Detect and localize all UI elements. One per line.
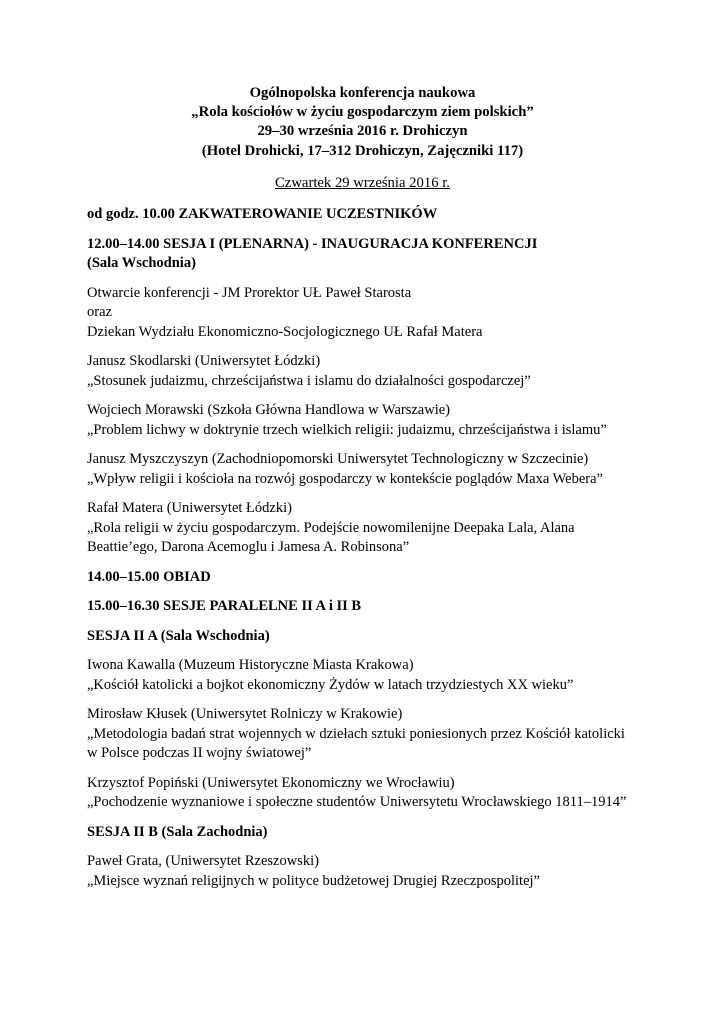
accommodation-item: od godz. 10.00 ZAKWATEROWANIE UCZESTNIKÓW <box>87 206 438 222</box>
session-2a-heading: SESJA II A (Sala Wschodnia) <box>87 627 270 644</box>
talk-author: Janusz Myszczyszyn (Zachodniopomorski Uniwersytet Technologiczny w Szczecinie) <box>87 451 589 467</box>
talk-item <box>87 401 647 440</box>
session-1-heading <box>87 235 647 274</box>
parallel-sessions-heading: 15.00–16.30 SESJE PARALELNE II A i II B <box>87 598 362 614</box>
opening-item <box>87 284 647 343</box>
talk-item <box>87 499 647 558</box>
talk-title: „Kościół katolicki a bojkot ekonomiczny Żydów w latach trzydziestych XX wieku” <box>87 676 574 693</box>
talk-title: „Problem lichwy w doktrynie trzech wielkich religii: judaizmu, chrześcijaństwa i islamu” <box>87 421 607 438</box>
talk-item <box>87 852 647 891</box>
talk-item <box>87 705 647 764</box>
talk-author: Wojciech Morawski (Szkoła Główna Handlowa w Warszawie) <box>87 402 451 418</box>
talk-author: Iwona Kawalla (Muzeum Historyczne Miasta Krakowa) <box>87 657 414 673</box>
conference-title: „Rola kościołów w życiu gospodarczym ziem polskich” <box>191 104 534 121</box>
talk-author: Mirosław Kłusek (Uniwersytet Rolniczy w Krakowie) <box>87 706 403 722</box>
conference-venue: (Hotel Drohicki, 17–312 Drohiczyn, Zajęczniki 117) <box>201 142 524 159</box>
talk-title: „Stosunek judaizmu, chrześcijaństwa i islamu do działalności gospodarczej” <box>87 372 531 389</box>
talk-title: „Wpływ religii i kościoła na rozwój gospodarczy w kontekście poglądów Maxa Webera” <box>87 470 603 487</box>
opening-line-1: Otwarcie konferencji - JM Prorektor UŁ Paweł Starosta <box>87 284 412 301</box>
talk-item <box>87 774 647 813</box>
talk-title: „Miejsce wyznań religijnych w polityce budżetowej Drugiej Rzeczpospolitej” <box>87 872 540 889</box>
talk-author: Janusz Skodlarski (Uniwersytet Łódzki) <box>87 353 321 369</box>
talk-title-continued: w Polsce podczas II wojny światowej” <box>87 745 312 761</box>
talk-item <box>87 656 647 695</box>
talk-title: „Pochodzenie wyznaniowe i społeczne studentów Uniwersytetu Wrocławskiego 1811–1914” <box>87 794 627 810</box>
lunch-item: 14.00–15.00 OBIAD <box>87 568 211 585</box>
talk-title-continued: Beattie’ego, Darona Acemoglu i Jamesa A. Robinsona” <box>87 539 410 555</box>
program-content <box>87 205 647 901</box>
talk-author: Paweł Grata, (Uniwersytet Rzeszowski) <box>87 853 319 869</box>
talk-title: „Metodologia badań strat wojennych w dziełach sztuki poniesionych przez Kościół katolicki <box>87 725 625 742</box>
conference-header <box>0 84 725 161</box>
conference-dates: 29–30 września 2016 r. Drohiczyn <box>257 123 468 140</box>
conference-type: Ogólnopolska konferencja naukowa <box>249 85 476 101</box>
session-1-room: (Sala Wschodnia) <box>87 255 196 271</box>
session-2b-heading: SESJA II B (Sala Zachodnia) <box>87 823 268 840</box>
talk-title: „Rola religii w życiu gospodarczym. Podejście nowomilenijne Deepaka Lala, Alana <box>87 519 575 536</box>
day-heading: Czwartek 29 września 2016 r. <box>275 175 450 191</box>
talk-item <box>87 450 647 489</box>
talk-item <box>87 352 647 391</box>
talk-author: Krzysztof Popiński (Uniwersytet Ekonomiczny we Wrocławiu) <box>87 774 455 791</box>
opening-line-3: Dziekan Wydziału Ekonomiczno-Socjologicznego UŁ Rafał Matera <box>87 323 483 340</box>
session-1-title: 12.00–14.00 SESJA I (PLENARNA) - INAUGURACJA KONFERENCJI <box>87 235 538 252</box>
talk-author: Rafał Matera (Uniwersytet Łódzki) <box>87 500 292 516</box>
opening-line-2: oraz <box>87 304 112 320</box>
